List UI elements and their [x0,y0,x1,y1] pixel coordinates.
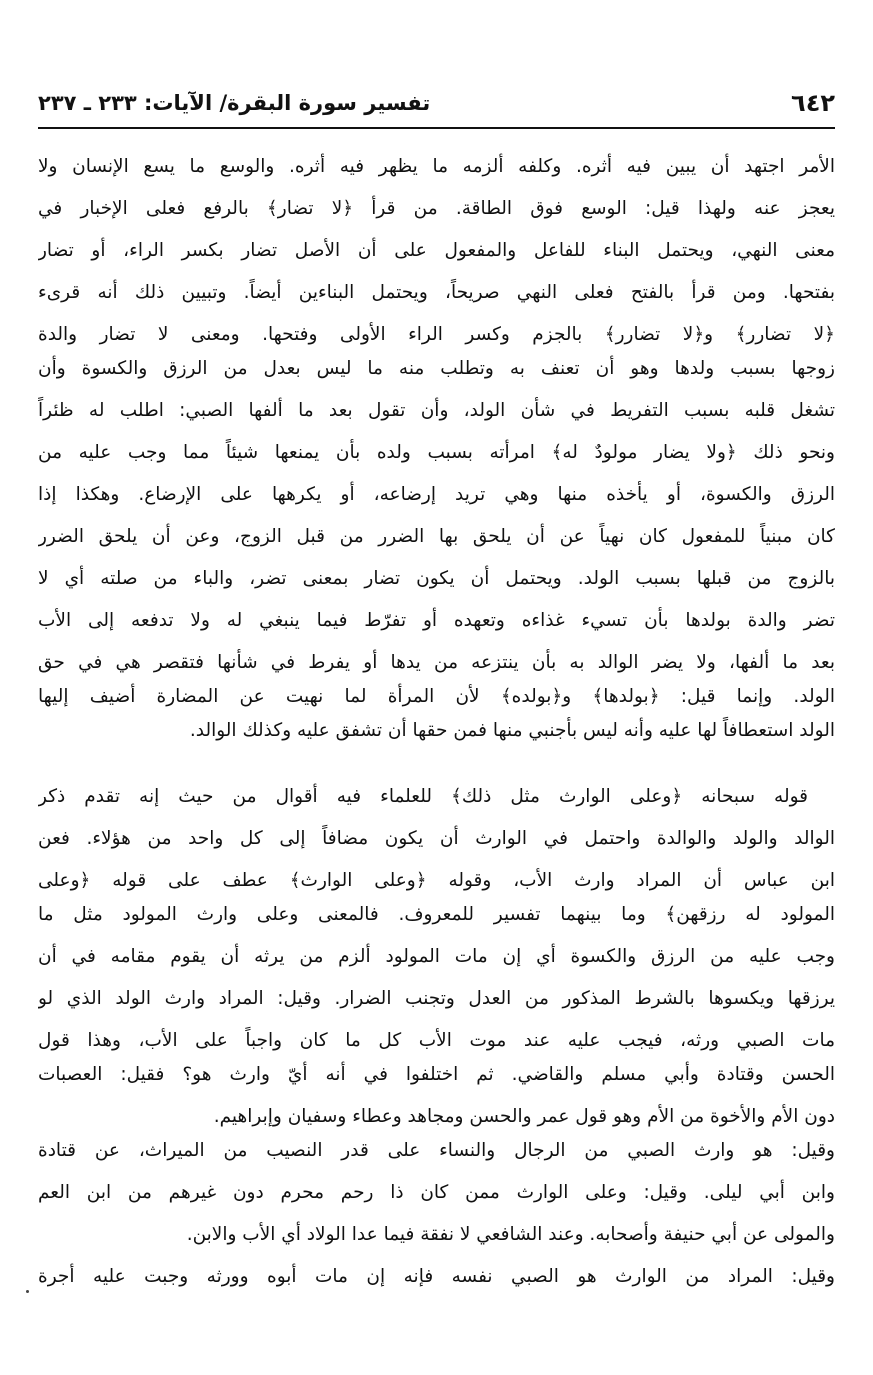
text-line: الرزق والكسوة، أو يأخذه منها وهي تريد إرضاعه، أو يكرهها على الإرضاع. وهكذا إذا [38,484,835,505]
text-line: الأمر اجتهد أن يبين فيه أثره. وكلفه ألزمه ما يظهر فيه أثره. والوسع ما يسع الإنسان ولا [38,156,835,177]
text-line: بالزوج من قبلها بسبب الولد. ويحتمل أن يكون تضار بمعنى تضر، والباء من صلته أي لا [38,568,835,589]
text-line: الوالد والولد والوالدة واحتمل في الوارث أن يكون مضافاً إلى كل واحد من هؤلاء. فعن [38,828,835,849]
text-line: المولود له رزقهن﴾ وما بينهما تفسير للمعروف. فالمعنى وعلى وارث المولود مثل ما [38,904,835,925]
running-title: تفسير سورة البقرة/ الآيات: ٢٣٣ ـ ٢٣٧ [38,91,431,115]
scan-mark [26,1290,29,1293]
page-header [38,88,835,124]
text-line: الولد. وإنما قيل: ﴿بولدها﴾ و﴿بولده﴾ لأن المرأة لما نهيت عن المضارة أضيف إليها [38,686,835,707]
text-line: تشغل قلبه بسبب التفريط في شأن الولد، وأن تقول بعد ما ألفها الصبي: اطلب له ظئراً [38,400,835,421]
text-line: ابن عباس أن المراد وارث الأب، وقوله ﴿وعلى الوارث﴾ عطف على قوله ﴿وعلى [38,870,835,891]
text-line: الولد استعطافاً لها عليه وأنه ليس بأجنبي منها فمن حقها أن تشفق عليه وكذلك الوالد. [189,720,835,741]
page-number: ٦٤٢ [791,89,835,117]
text-line: ﴿لا تضارر﴾ و﴿لا تضارر﴾ بالجزم وكسر الراء الأولى وفتحها. ومعنى لا تضار والدة [38,324,835,345]
text-line: تضر والدة بولدها بأن تسيء غذاءه وتعهده أو تفرّط فيما ينبغي له ولا تدفعه إلى الأب [38,610,835,631]
header-rule [38,127,835,129]
text-line: معنى النهي، ويحتمل البناء للفاعل والمفعول على أن الأصل تضار بكسر الراء، أو تضار [38,240,835,261]
text-line: وابن أبي ليلى. وقيل: وعلى الوارث ممن كان ذا رحم محرم دون غيرهم من ابن العم [38,1182,835,1203]
text-line: وقيل: هو وارث الصبي من الرجال والنساء على قدر النصيب من الميراث، عن قتادة [38,1140,835,1161]
text-line: وقيل: المراد من الوارث هو الصبي نفسه فإنه إن مات أبوه وورثه وجبت عليه أجرة [38,1266,835,1287]
text-line: كان مبنياً للمفعول كان نهياً عن أن يلحق بها الضرر من قبل الزوج، وعن أن يلحق الضرر [38,526,835,547]
text-line: يرزقها ويكسوها بالشرط المذكور من العدل وتجنب الضرار. وقيل: المراد وارث الولد الذي لو [38,988,835,1009]
text-line: زوجها بسبب ولدها وهو أن تعنف به وتطلب منه ما ليس بعدل من الرزق والكسوة وأن [38,358,835,379]
text-line: بفتحها. ومن قرأ بالفتح فعلى النهي صريحاً، ويحتمل البناءين أيضاً. وتبيين ذلك أنه قرىء [38,282,835,303]
text-line: بعد ما ألفها، ولا يضر الوالد به بأن ينتزعه من يدها أو يفرط في شأنها فتقصر هي في حق [38,652,835,673]
text-line: مات الصبي ورثه، فيجب عليه عند موت الأب كل ما كان واجباً على الأب، وهذا قول [38,1030,835,1051]
text-line: قوله سبحانه ﴿وعلى الوارث مثل ذلك﴾ للعلماء فيه أقوال من حيث إنه تقدم ذكر [38,786,808,807]
text-line: ونحو ذلك ﴿ولا يضار مولودٌ له﴾ امرأته بسبب ولده بأن يمنعها شيئاً مما وجب عليه من [38,442,835,463]
text-line: وجب عليه من الرزق والكسوة أي إن مات المولود ألزم من يرثه أن يقوم مقامه في أن [38,946,835,967]
text-line: والمولى عن أبي حنيفة وأصحابه. وعند الشافعي لا نفقة فيما عدا الولاد أي الأب والابن. [186,1224,835,1245]
text-line: الحسن وقتادة وأبي مسلم والقاضي. ثم اختلفوا في أنه أيّ وارث هو؟ فقيل: العصبات [38,1064,835,1085]
text-line: يعجز عنه ولهذا قيل: الوسع فوق الطاقة. من قرأ ﴿لا تضار﴾ بالرفع فعلى الإخبار في [38,198,835,219]
text-line: دون الأم والأخوة من الأم وهو قول عمر والحسن ومجاهد وعطاء وسفيان وإبراهيم. [213,1106,835,1127]
